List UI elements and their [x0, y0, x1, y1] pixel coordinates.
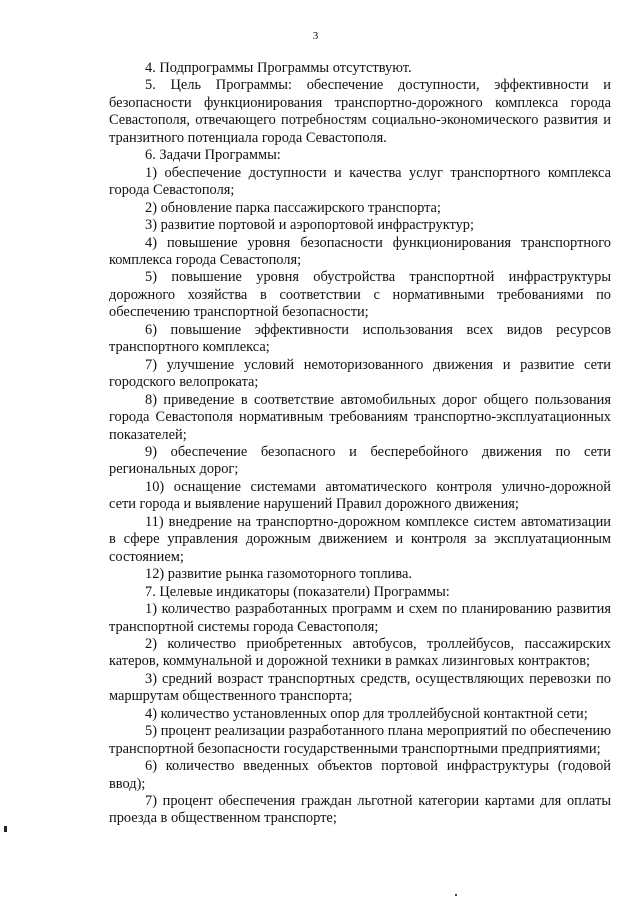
- paragraph: 5. Цель Программы: обеспечение доступности, эффективности и безопасности функционирования транспортно-дорожного комплекса города Севастополя, отвечающего потребностям социально-экономического развития и транзитного потенциала города Севастополя.: [109, 77, 611, 146]
- paragraph: 10) оснащение системами автоматического контроля улично-дорожной сети города и выявление нарушений Правил дорожного движения;: [109, 478, 611, 513]
- paragraph: 4. Подпрограммы Программы отсутствуют.: [145, 60, 412, 76]
- paragraph: 12) развитие рынка газомоторного топлива.: [145, 566, 412, 583]
- paragraph: 7) процент обеспечения граждан льготной категории картами для оплаты проезда в общественном транспорте;: [109, 793, 611, 827]
- paragraph: 7) улучшение условий немоторизованного движения и развитие сети городского велопроката;: [109, 356, 611, 391]
- paragraph: 5) повышение уровня обустройства транспортной инфраструктуры дорожного хозяйства в соответствии с нормативными требованиями по обеспечению транспортной безопасности;: [109, 269, 611, 321]
- paragraph: 11) внедрение на транспортно-дорожном комплексе систем автоматизации в сфере управления дорожным движением и контроля за эксплуатационным состоянием;: [109, 513, 611, 565]
- paragraph: 2) обновление парка пассажирского транспорта;: [145, 199, 441, 216]
- page-number: 3: [312, 30, 319, 42]
- scan-speck: [455, 894, 457, 896]
- paragraph: 5) процент реализации разработанного плана мероприятий по обеспечению транспортной безопасности государственными транспортными предприятиями;: [109, 723, 611, 757]
- paragraph: 8) приведение в соответствие автомобильных дорог общего пользования города Севастополя нормативным требованиям транспортно-эксплуатационных показателей;: [109, 391, 611, 443]
- paragraph: 2) количество приобретенных автобусов, троллейбусов, пассажирских катеров, коммунальной и дорожной техники в рамках лизинговых контрактов;: [109, 635, 611, 670]
- paragraph: 9) обеспечение безопасного и бесперебойного движения по сети региональных дорог;: [109, 443, 611, 478]
- paragraph: 3) развитие портовой и аэропортовой инфраструктур;: [145, 217, 475, 234]
- paragraph: 1) обеспечение доступности и качества услуг транспортного комплекса города Севастополя;: [109, 164, 611, 199]
- scan-mark: [4, 826, 7, 832]
- paragraph: 6) повышение эффективности использования всех видов ресурсов транспортного комплекса;: [109, 321, 611, 356]
- paragraph: 4) повышение уровня безопасности функционирования транспортного комплекса города Севастополя;: [109, 234, 611, 268]
- document-body: [109, 60, 611, 828]
- paragraph: 6) количество введенных объектов портовой инфраструктуры (годовой ввод);: [109, 758, 611, 792]
- paragraph: 6. Задачи Программы:: [145, 147, 281, 164]
- paragraph: 3) средний возраст транспортных средств, осуществляющих перевозки по маршрутам общественного транспорта;: [109, 670, 611, 705]
- paragraph: 7. Целевые индикаторы (показатели) Программы:: [145, 583, 450, 600]
- paragraph: 4) количество установленных опор для троллейбусной контактной сети;: [145, 705, 588, 722]
- paragraph: 1) количество разработанных программ и схем по планированию развития транспортной системы города Севастополя;: [109, 601, 611, 635]
